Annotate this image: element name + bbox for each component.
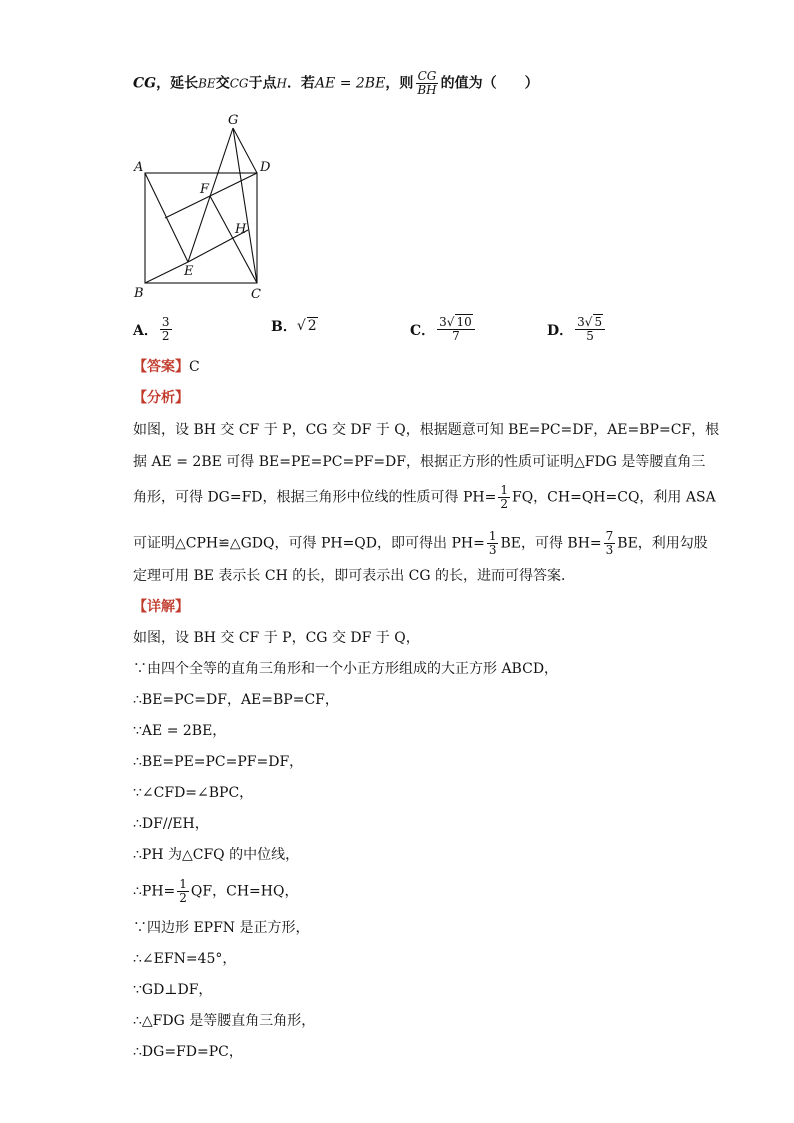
analysis-frac-1-den: 2 — [500, 497, 508, 511]
analysis-tag: 【分析】 — [133, 390, 189, 406]
label-e: E — [184, 264, 194, 279]
detail-line-4: ∵AE = 2BE， — [133, 723, 227, 739]
detail-line-12: ∵GD⊥DF， — [133, 982, 213, 998]
detail-line-9a: ∴PH= — [133, 883, 176, 900]
detail-tag: 【详解】 — [133, 599, 189, 615]
option-c-den: 7 — [452, 329, 460, 343]
answer-tag: 【答案】 — [133, 359, 189, 375]
answer-line — [133, 357, 200, 377]
q-t5: CG — [229, 76, 249, 91]
q-t3: BE — [198, 76, 216, 91]
option-d[interactable] — [547, 316, 607, 343]
option-a[interactable] — [133, 316, 174, 343]
option-c-fraction: $\frac{3√ 10}{7}$ — [437, 316, 475, 343]
analysis-line-4a: 可证明△CPH≌△GDQ，可得 PH=QD，即可得出 PH= — [133, 535, 485, 552]
option-a-fraction — [160, 316, 172, 343]
label-g: G — [228, 113, 239, 128]
q-t8: ．若 — [286, 75, 315, 92]
analysis-line-2: 据 AE = 2BE 可得 BE=PE=PC=PF=DF，根据正方形的性质可证明△FDG 是等腰直角三 — [133, 454, 706, 470]
label-a: A — [134, 160, 144, 175]
detail-tag-line — [133, 597, 189, 617]
q-t7: H — [276, 76, 287, 91]
analysis-frac-1-num: 1 — [500, 483, 508, 497]
analysis-line-3 — [133, 484, 716, 511]
analysis-line-4c: BE，利用勾股 — [617, 535, 708, 552]
option-a-num: 3 — [161, 315, 170, 329]
option-c[interactable] — [410, 316, 477, 343]
option-d-coef: 3 — [577, 315, 585, 329]
q-t6: 于点 — [248, 75, 277, 92]
q-t2: ，延长 — [156, 75, 199, 92]
option-d-fraction: $\frac{3√ 5}{5}$ — [575, 316, 605, 343]
seg-f-left — [165, 196, 210, 218]
detail-line-7: ∴DF//EH， — [133, 816, 209, 832]
analysis-frac-2-num: 1 — [488, 529, 497, 543]
label-f: F — [200, 182, 210, 197]
analysis-line-5: 定理可用 BE 表示长 CH 的长，即可表示出 CG 的长，进而可得答案． — [133, 568, 576, 584]
label-b: B — [134, 286, 144, 301]
detail-line-5: ∴BE=PE=PC=PF=DF， — [133, 754, 304, 770]
detail-line-10: ∵四边形 EPFN 是正方形， — [133, 920, 310, 936]
detail-line-8: ∴PH 为△CFQ 的中位线， — [133, 847, 300, 863]
option-b-rad: 2 — [307, 318, 317, 334]
option-a-den: 2 — [161, 329, 170, 343]
seg-be — [145, 262, 188, 283]
detail-frac-1-num: 1 — [179, 877, 187, 891]
detail-line-14: ∴DG=FD=PC， — [133, 1044, 243, 1060]
option-b-sqrt: √ 2 — [296, 318, 317, 334]
analysis-tag-line — [133, 388, 189, 408]
option-d-rad: 5 — [594, 315, 603, 329]
analysis-line-3a: 角形，可得 DG=FD，根据三角形中位线的性质可得 PH= — [133, 489, 497, 506]
analysis-frac-2-den: 3 — [488, 543, 497, 557]
analysis-frac-1 — [498, 484, 510, 511]
analysis-line-3b: FQ，CH=QH=CQ，利用 ASA — [511, 489, 716, 506]
analysis-frac-3-num: 7 — [605, 529, 614, 543]
q-frac-num: CG — [417, 69, 437, 83]
option-c-coef: 3 — [439, 315, 447, 329]
label-d: D — [260, 160, 271, 175]
option-d-label: D． — [547, 322, 574, 339]
q-t4: 交 — [215, 75, 230, 92]
analysis-line-4 — [133, 530, 708, 557]
label-h: H — [235, 222, 247, 237]
analysis-line-1: 如图，设 BH 交 CF 于 P，CG 交 DF 于 Q，根据题意可知 BE=PC=DF，AE=BP=CF，根 — [133, 422, 720, 438]
option-a-label: A． — [133, 322, 158, 339]
q-t11: 的值为（ ） — [440, 75, 539, 92]
option-c-rad: 10 — [456, 315, 472, 329]
detail-line-9b: QF，CH=HQ， — [190, 883, 299, 900]
option-b[interactable] — [271, 316, 318, 336]
geometry-figure — [0, 0, 794, 320]
option-d-den: 5 — [586, 329, 594, 343]
detail-line-3: ∴BE=PC=DF，AE=BP=CF， — [133, 692, 339, 708]
detail-frac-1 — [177, 878, 189, 905]
q-frac-den: BH — [417, 83, 437, 97]
option-b-label: B． — [271, 319, 297, 335]
q-t10: ，则 — [385, 75, 414, 92]
label-c: C — [251, 287, 261, 302]
analysis-frac-3-den: 3 — [605, 543, 614, 557]
detail-line-13: ∴△FDG 是等腰直角三角形， — [133, 1013, 316, 1029]
q-t9: AE = 2BE — [314, 75, 386, 92]
detail-frac-1-den: 2 — [179, 891, 187, 905]
analysis-line-4b: BE，可得 BH= — [500, 535, 602, 552]
q-t1: CG — [133, 75, 157, 92]
option-c-label: C． — [410, 322, 436, 339]
detail-line-2: ∵由四个全等的直角三角形和一个小正方形组成的大正方形 ABCD， — [133, 661, 559, 677]
detail-line-6: ∵∠CFD=∠BPC， — [133, 785, 254, 801]
detail-line-9 — [133, 878, 298, 905]
analysis-frac-2 — [487, 530, 499, 557]
answer-value: C — [189, 359, 200, 375]
analysis-frac-3 — [604, 530, 616, 557]
detail-line-11: ∴∠EFN=45°， — [133, 951, 237, 967]
detail-line-1: 如图，设 BH 交 CF 于 P，CG 交 DF 于 Q， — [133, 630, 420, 646]
